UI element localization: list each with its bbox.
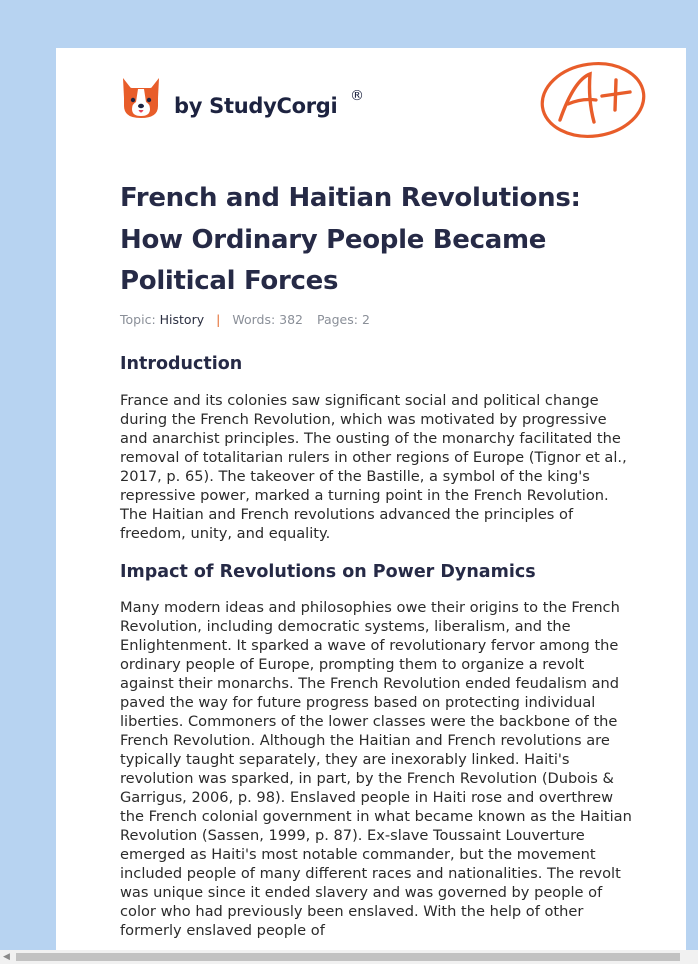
- section-text-introduction: France and its colonies saw significant social and political change during the French Revolution, which was motivated by progressive and anarchist principles. The ousting of the monarchy facilitated the removal of totalitarian rulers in other regions of Europe (Tignor et al., 2017, p. 65). The takeover of the Bastille, a symbol of the king's repressive power, marked a turning point in the French Revolution. The Haitian and French revolutions advanced the principles of freedom, unity, and equality.: [120, 392, 627, 542]
- horizontal-scrollbar[interactable]: [0, 950, 698, 964]
- section-heading-introduction: Introduction: [120, 354, 243, 374]
- section-text-impact: Many modern ideas and philosophies owe their origins to the French Revolution, including democratic systems, liberalism, and the Enlightenment. It sparked a wave of revolutionary fervor among the ordinary people of Europe, prompting them to organize a revolt against their monarchs. The French Revolution ended feudalism and paved the way for future progress based on protecting individual liberties. Commoners of the lower classes were the backbone of the French Revolution. Although the Haitian and French revolutions are typically taught separately, they are inexorably linked. Haiti's revolution was sparked, in part, by the French Revolution (Dubois & Garrigus, 2006, p. 98). Enslaved people in Haiti rose and overthrew the French colonial government in what became known as the Haitian Revolution (Sassen, 1999, p. 87). Ex-slave Toussaint Louverture emerged as Haiti's most notable commander, but the movement included people of many different races and nationalities. The revolt was unique since it ended slavery and was governed by people of color who had previously been enslaved. With the help of other formerly enslaved people of: [120, 599, 632, 939]
- brand-name: by StudyCorgi: [174, 94, 338, 118]
- studycorgi-logo[interactable]: [120, 76, 370, 126]
- page-count: Pages: 2: [316, 312, 370, 327]
- document-title: French and Haitian Revolutions: How Ordinary People Became Political Forces: [120, 183, 581, 296]
- document-meta: [120, 312, 370, 327]
- topic-label: Topic:: [120, 312, 156, 327]
- registered-mark: ®: [350, 88, 364, 104]
- topic-link[interactable]: History: [159, 312, 205, 327]
- scrollbar-thumb[interactable]: [16, 953, 680, 961]
- meta-separator: |: [216, 312, 221, 327]
- corgi-icon: [120, 76, 162, 120]
- word-count: Words: 382: [232, 312, 303, 327]
- section-heading-impact: Impact of Revolutions on Power Dynamics: [120, 562, 536, 582]
- document-sheet: [56, 48, 686, 950]
- a-plus-badge-icon: [538, 60, 648, 140]
- chevron-left-icon[interactable]: ◀: [3, 952, 10, 962]
